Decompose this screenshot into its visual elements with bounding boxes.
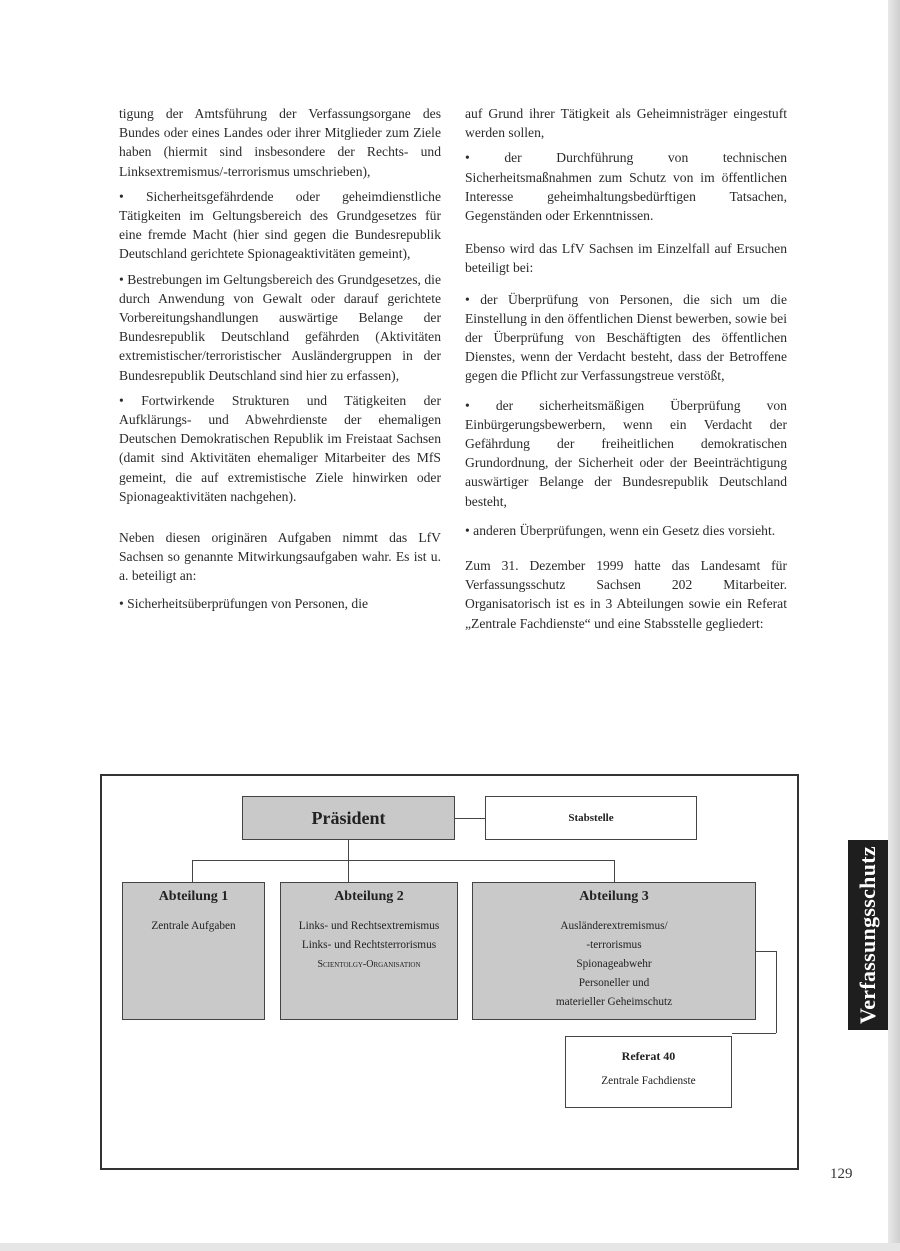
left-bullet-list-2 [119,594,441,613]
page-edge [888,0,900,1251]
department-3-line: Ausländerextremismus/ [560,920,668,932]
right-paragraph-3: Zum 31. Dezember 1999 hatte das Landesamt für Verfassungsschutz Sachsen 202 Mitarbeiter. Organisatorisch ist es in 3 Abteilungen sowie ein Referat „Zentrale Fachdienste“ und eine Stabsstelle gegliedert: [465,558,787,631]
page-number: 129 [830,1166,853,1182]
right-bullet-list-2 [465,290,787,540]
connector-line [732,1033,776,1034]
department-1-line: Zentrale Aufgaben [151,920,236,932]
list-item: • Sicherheitsgefährdende oder geheimdienstliche Tätigkeiten im Geltungsbereich des Grundgesetzes für eine fremde Macht (hier sind gegen die Bundesrepublik Deutschland gerichtete Spionageaktivitäten gemeint), [119,187,441,264]
connector-line [348,840,349,860]
section-tab [848,840,888,1030]
stabsstelle-box [485,796,697,840]
left-paragraph-2: Neben diesen originären Aufgaben nimmt das LfV Sachsen so genannte Mitwirkungsaufgaben wahr. Es ist u. a. beteiligt an: [119,530,441,584]
list-item: • der sicherheitsmäßigen Überprüfung von Einbürgerungsbewerbern, wenn ein Verdacht der Gefährdung der freiheitlichen demokratischen Grundordnung, der Sicherheit oder der Beeinträchtigung auswärtiger Belange der Bundesrepublik Deutschland besteht, [465,396,787,511]
department-3-line: -terrorismus [586,939,642,951]
section-tab-label: Verfassungsschutz [855,846,880,1024]
list-item: • anderen Überprüfungen, wenn ein Gesetz dies vorsieht. [465,521,787,540]
stabsstelle-label: Stabstelle [568,812,614,824]
list-item: • Sicherheitsüberprüfungen von Personen, die [119,594,441,613]
org-chart [100,774,799,1170]
list-item: • der Überprüfung von Personen, die sich um die Einstellung in den öffentlichen Dienst bewerben, sowie bei der Überprüfung von Beschäftigten des öffentlichen Dienstes, wenn der Verdacht besteht, dass der Betroffene gegen die Pflicht zur Verfassungstreue verstößt, [465,290,787,386]
referat-line: Zentrale Fachdienste [601,1075,696,1087]
left-column [119,104,441,619]
connector-line [756,951,776,952]
right-paragraph-1: auf Grund ihrer Tätigkeit als Geheimnisträger eingestuft werden sollen, [465,106,787,141]
left-paragraph-1: tigung der Amtsführung der Verfassungsorgane des Bundes oder eines Landes oder ihrer Mitglieder zum Ziele haben (hiermit sind insbesondere der Rechts- und Linksextremismus/-terrorismus umschrieben), [119,106,441,179]
right-column [465,104,787,633]
list-item: • der Durchführung von technischen Sicherheitsmaßnahmen zum Schutz von im öffentlichen Interesse geheimhaltungsbedürftigen Tatsachen, Gegenständen oder Erkenntnissen. [465,148,787,225]
department-2-title: Abteilung 2 [334,889,404,904]
list-item: • Fortwirkende Strukturen und Tätigkeiten der Aufklärungs- und Abwehrdienste der ehemaligen Deutschen Demokratischen Republik im Freistaat Sachsen (damit sind Aktivitäten ehemaliger Mitarbeiter des MfS gemeint, die auf extremistische Ziele hinwirken oder Spionageaktivitäten nachgehen). [119,391,441,506]
department-3-line: Spionageabwehr [576,958,652,970]
right-paragraph-2: Ebenso wird das LfV Sachsen im Einzelfall auf Ersuchen beteiligt bei: [465,241,787,276]
connector-line [776,951,777,1033]
department-3-box [472,882,756,1020]
department-3-title: Abteilung 3 [579,889,649,904]
department-3-line: materieller Geheimschutz [555,996,673,1008]
department-2-line: Links- und Rechtsterrorismus [301,939,437,951]
right-bullet-list-1 [465,148,787,225]
president-box [242,796,455,840]
department-3-line: Personeller und [578,977,650,989]
referat-box [565,1036,732,1108]
president-label: Präsident [311,807,386,828]
connector-line [455,818,485,819]
department-1-title: Abteilung 1 [158,889,229,904]
page-edge [0,1243,900,1251]
department-1-box [122,882,265,1020]
department-2-line: Scientolgy-Organisation [317,959,421,970]
referat-title: Referat 40 [621,1049,676,1063]
connector-line [192,860,614,861]
department-2-box [280,882,458,1020]
list-item: • Bestrebungen im Geltungsbereich des Grundgesetzes, die durch Anwendung von Gewalt oder darauf gerichtete Vorbereitungshandlungen auswärtige Belange der Bundesrepublik Deutschland gefährden (Aktivitäten extremistischer/terroristischer Ausländergruppen in der Bundesrepublik Deutschland sind hier zu erfassen), [119,270,441,385]
connector-line [614,860,615,882]
left-bullet-list [119,187,441,506]
connector-line [348,860,349,882]
connector-line [192,860,193,882]
department-2-line: Links- und Rechtsextremismus [298,920,440,932]
